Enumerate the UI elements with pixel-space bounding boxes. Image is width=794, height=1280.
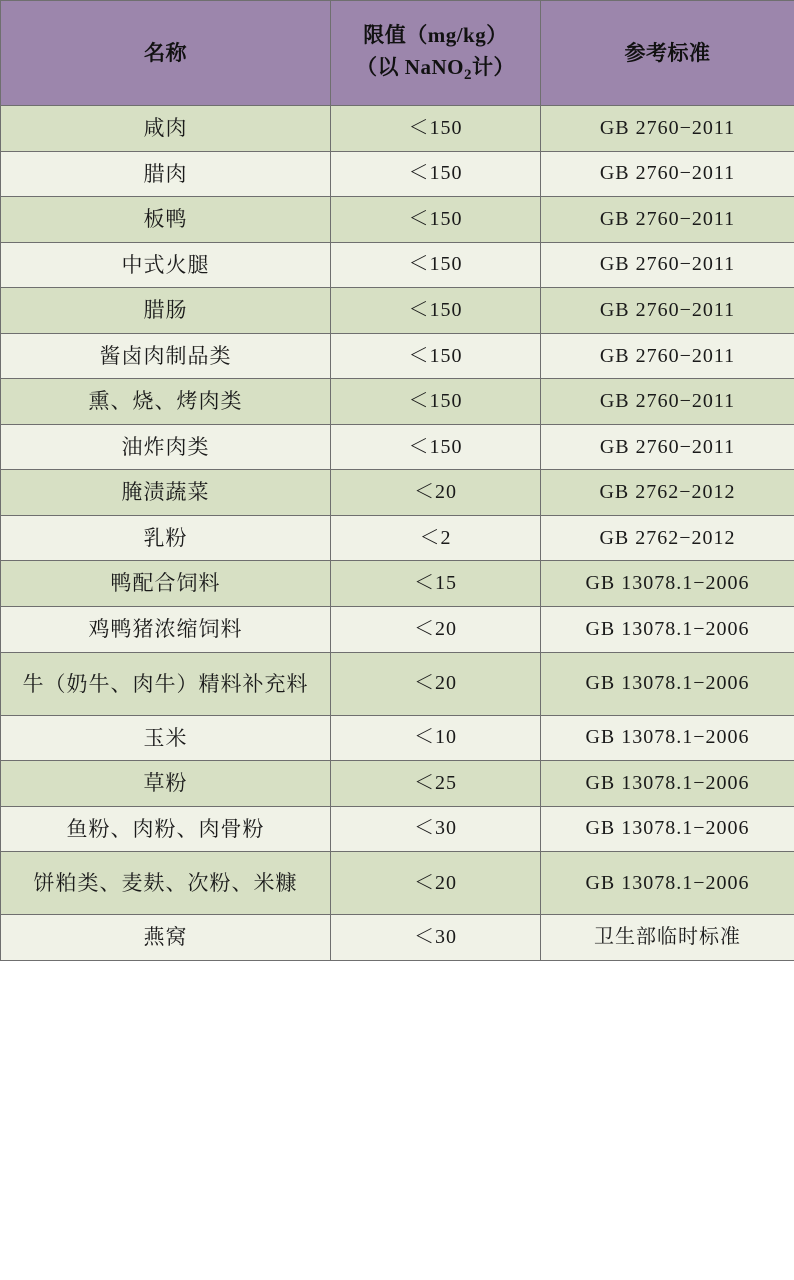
cell-name: 燕窝	[1, 915, 331, 961]
cell-name: 中式火腿	[1, 242, 331, 288]
header-limit-prefix: （以 NaNO	[356, 55, 464, 80]
cell-limit: ＜2	[331, 515, 541, 561]
cell-limit: ＜150	[331, 242, 541, 288]
cell-limit: ＜30	[331, 806, 541, 852]
cell-standard: GB 13078.1−2006	[541, 852, 794, 915]
cell-limit: ＜150	[331, 333, 541, 379]
cell-limit: ＜150	[331, 106, 541, 152]
table-row	[1, 607, 794, 653]
table-row	[1, 106, 794, 152]
cell-limit: ＜20	[331, 852, 541, 915]
table-body	[1, 106, 794, 961]
cell-limit: ＜20	[331, 470, 541, 516]
table-row	[1, 515, 794, 561]
table-row	[1, 424, 794, 470]
table-row	[1, 197, 794, 243]
table-row	[1, 288, 794, 334]
cell-standard: GB 13078.1−2006	[541, 607, 794, 653]
table-row	[1, 470, 794, 516]
cell-standard: GB 13078.1−2006	[541, 561, 794, 607]
header-limit-suffix: 计）	[471, 55, 515, 80]
cell-name: 牛（奶牛、肉牛）精料补充料	[1, 652, 331, 715]
cell-standard: GB 2760−2011	[541, 151, 794, 197]
table-row	[1, 379, 794, 425]
cell-limit: ＜150	[331, 288, 541, 334]
table-row	[1, 715, 794, 761]
header-limit-subscript: 2	[463, 67, 472, 84]
cell-name: 玉米	[1, 715, 331, 761]
cell-standard: GB 2760−2011	[541, 288, 794, 334]
cell-standard: GB 2762−2012	[541, 470, 794, 516]
cell-name: 鱼粉、肉粉、肉骨粉	[1, 806, 331, 852]
cell-limit: ＜150	[331, 379, 541, 425]
cell-name: 咸肉	[1, 106, 331, 152]
cell-name: 油炸肉类	[1, 424, 331, 470]
cell-limit: ＜20	[331, 607, 541, 653]
header-limit-line1: 限值（mg/kg）	[363, 22, 508, 47]
cell-standard: GB 2760−2011	[541, 197, 794, 243]
cell-standard: GB 13078.1−2006	[541, 761, 794, 807]
cell-standard: 卫生部临时标准	[541, 915, 794, 961]
header-name: 名称	[1, 1, 331, 106]
table-row	[1, 242, 794, 288]
cell-standard: GB 2760−2011	[541, 242, 794, 288]
cell-standard: GB 2760−2011	[541, 106, 794, 152]
table-row	[1, 852, 794, 915]
cell-limit: ＜25	[331, 761, 541, 807]
cell-limit: ＜30	[331, 915, 541, 961]
header-limit-line2	[339, 51, 532, 87]
cell-standard: GB 2762−2012	[541, 515, 794, 561]
cell-standard: GB 13078.1−2006	[541, 652, 794, 715]
cell-name: 草粉	[1, 761, 331, 807]
cell-name: 腊肠	[1, 288, 331, 334]
table-row	[1, 915, 794, 961]
cell-standard: GB 2760−2011	[541, 424, 794, 470]
header-standard: 参考标准	[541, 1, 794, 106]
table-row	[1, 561, 794, 607]
cell-name: 酱卤肉制品类	[1, 333, 331, 379]
cell-standard: GB 13078.1−2006	[541, 806, 794, 852]
header-limit	[331, 1, 541, 106]
table-row	[1, 806, 794, 852]
cell-name: 鸡鸭猪浓缩饲料	[1, 607, 331, 653]
table-row	[1, 333, 794, 379]
header-row	[1, 1, 794, 106]
table-header	[1, 1, 794, 106]
cell-name: 熏、烧、烤肉类	[1, 379, 331, 425]
cell-limit: ＜150	[331, 197, 541, 243]
table-row	[1, 151, 794, 197]
cell-limit: ＜150	[331, 151, 541, 197]
table-row	[1, 652, 794, 715]
cell-standard: GB 2760−2011	[541, 379, 794, 425]
cell-limit: ＜20	[331, 652, 541, 715]
cell-name: 鸭配合饲料	[1, 561, 331, 607]
cell-name: 腊肉	[1, 151, 331, 197]
cell-limit: ＜150	[331, 424, 541, 470]
table-row	[1, 761, 794, 807]
cell-limit: ＜10	[331, 715, 541, 761]
cell-standard: GB 13078.1−2006	[541, 715, 794, 761]
cell-name: 板鸭	[1, 197, 331, 243]
cell-standard: GB 2760−2011	[541, 333, 794, 379]
cell-name: 饼粕类、麦麸、次粉、米糠	[1, 852, 331, 915]
cell-limit: ＜15	[331, 561, 541, 607]
cell-name: 腌渍蔬菜	[1, 470, 331, 516]
cell-name: 乳粉	[1, 515, 331, 561]
